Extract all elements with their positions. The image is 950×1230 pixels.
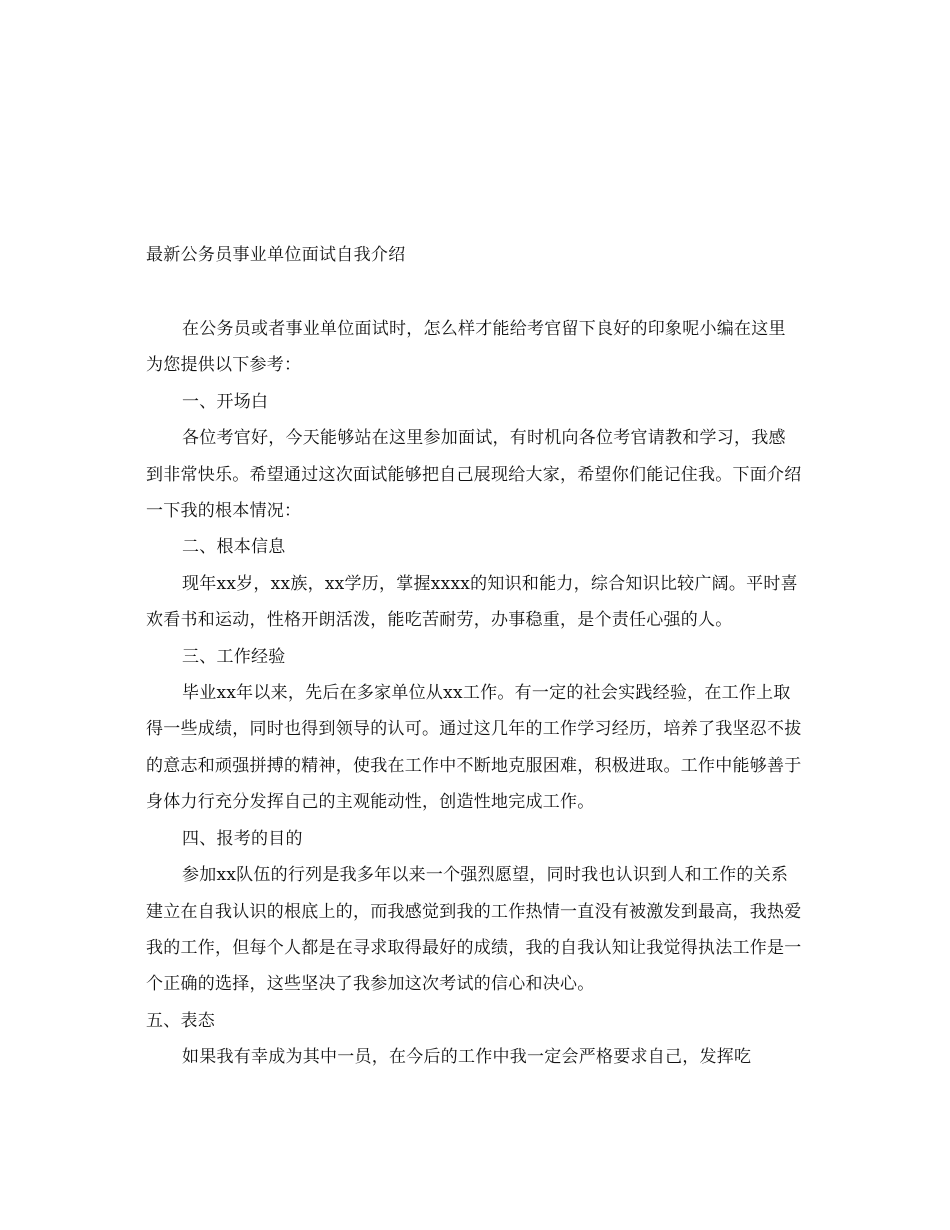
basic-info-paragraph: 现年xx岁，xx族，xx学历，掌握xxxx的知识和能力，综合知识比较广阔。平时喜欢看书和运动，性格开朗活泼，能吃苦耐劳，办事稳重，是个责任心强的人。	[146, 573, 798, 631]
statement-paragraph: 如果我有幸成为其中一员，在今后的工作中我一定会严格要求自己，发挥吃	[182, 1047, 752, 1068]
opening-paragraph: 各位考官好，今天能够站在这里参加面试，有时机向各位考官请教和学习，我感到非常快乐。希望通过这次面试能够把自己展现给大家，希望你们能记住我。下面介绍一下我的根本情况：	[146, 428, 802, 522]
purpose-paragraph: 参加xx队伍的行列是我多年以来一个强烈愿望，同时我也认识到人和工作的关系建立在自我认识的根底上的，而我感觉到我的工作热情一直没有被激发到最高，我热爱我的工作，但每个人都是在寻求取得最好的成绩，我的自我认知让我觉得执法工作是一个正确的选择，这些坚决了我参加这次考试的信心和决心。	[146, 865, 802, 995]
work-experience-paragraph: 毕业xx年以来，先后在多家单位从xx工作。有一定的社会实践经验，在工作上取得一些成绩，同时也得到领导的认可。通过这几年的工作学习经历，培养了我坚忍不拔的意志和顽强拼搏的精神，使我在工作中不断地克服困难，积极进取。工作中能够善于身体力行充分发挥自己的主观能动性，创造性地完成工作。	[146, 683, 802, 813]
section-heading-purpose: 四、报考的目的	[182, 828, 303, 849]
document-body	[146, 311, 802, 1076]
section-heading-opening: 一、开场白	[182, 391, 269, 412]
section-heading-basic-info: 二、根本信息	[182, 537, 286, 558]
intro-paragraph: 在公务员或者事业单位面试时，怎么样才能给考官留下良好的印象呢小编在这里为您提供以下参考：	[146, 319, 786, 376]
document-title: 最新公务员事业单位面试自我介绍	[146, 245, 406, 265]
section-heading-work-experience: 三、工作经验	[182, 646, 286, 667]
section-heading-statement: 五、表态	[146, 1010, 215, 1031]
